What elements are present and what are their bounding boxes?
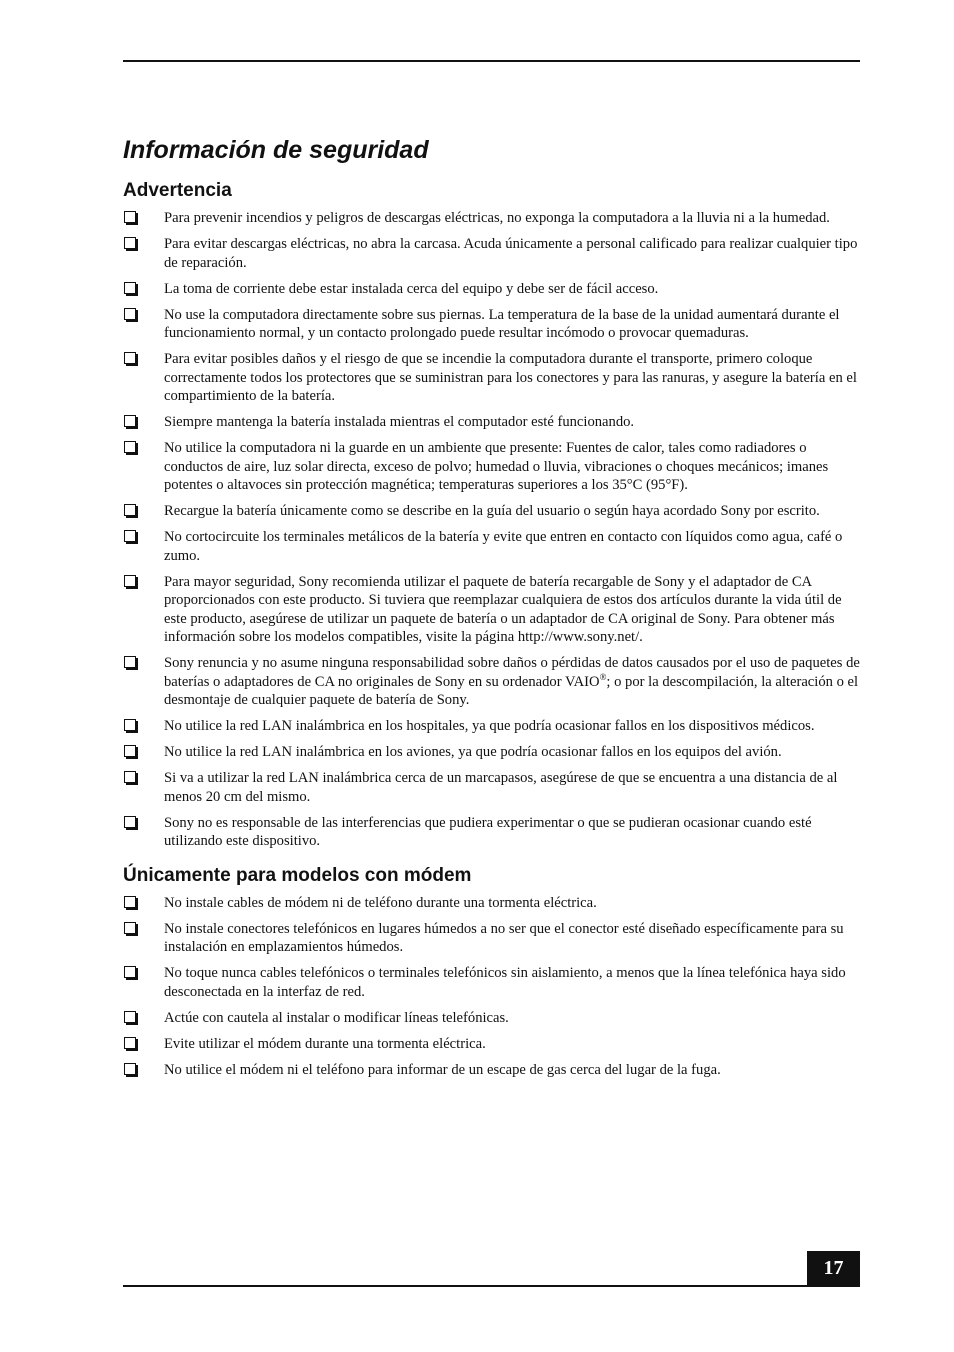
list-item: [123, 894, 860, 913]
checkbox-bullet-icon: [124, 352, 136, 364]
list-item-text: Siempre mantenga la batería instalada mientras el computador esté funcionando.: [164, 414, 635, 430]
list-item-text: No utilice la computadora ni la guarde en un ambiente que presente: Fuentes de calor, tales como radiadores o conductos de aire, luz solar directa, exceso de polvo; humedad o lluvia, vibraciones o choques mecánicos; imanes potentes o altavoces sin protección magnética; temperaturas superiores a los 35°C (95°F).: [164, 440, 829, 493]
checkbox-bullet-icon: [124, 1063, 136, 1075]
list-item: [123, 502, 860, 521]
list-item: [123, 573, 860, 647]
footer-rule: [123, 1285, 860, 1287]
list-item: [123, 306, 860, 343]
list-item: [123, 350, 860, 406]
checkbox-bullet-icon: [124, 211, 136, 223]
list-item-text: No instale conectores telefónicos en lugares húmedos a no ser que el conector esté diseñado específicamente para su instalación en emplazamientos húmedos.: [164, 920, 844, 955]
list-item: [123, 654, 860, 710]
list-item-text: No toque nunca cables telefónicos o terminales telefónicos sin aislamiento, a menos que la línea telefónica haya sido desconectada en la interfaz de red.: [164, 965, 846, 1000]
list-item-text: Actúe con cautela al instalar o modificar líneas telefónicas.: [164, 1009, 509, 1026]
checkbox-bullet-icon: [124, 1011, 136, 1023]
list-item: [123, 528, 860, 565]
list-item: [123, 209, 860, 228]
list-item-text: Sony no es responsable de las interferencias que pudiera experimentar o que se pudieran ocasionar cuando esté utilizando este dispositivo.: [164, 814, 812, 849]
list-item: [123, 717, 860, 736]
checkbox-bullet-icon: [124, 530, 136, 542]
list-item: [123, 439, 860, 495]
checkbox-bullet-icon: [124, 719, 136, 731]
list-item: [123, 280, 860, 299]
list-item-text: No use la computadora directamente sobre sus piernas. La temperatura de la base de la unidad aumentará durante el funcionamiento normal, y un contacto prolongado puede resultar incómodo o provocar quemaduras.: [164, 306, 840, 341]
checkbox-bullet-icon: [124, 415, 136, 427]
warning-list: [123, 209, 860, 851]
list-item-text: Para evitar posibles daños y el riesgo de que se incendie la computadora durante el transporte, primero coloque correctamente todos los protectores que se suministran para los conectores y para las ranuras, y asegure la batería en el compartimiento de la batería.: [164, 351, 857, 404]
list-item: [123, 1035, 860, 1054]
list-item-text: No utilice la red LAN inalámbrica en los hospitales, ya que podría ocasionar fallos en los dispositivos médicos.: [164, 718, 815, 734]
list-item-text: No utilice el módem ni el teléfono para informar de un escape de gas cerca del lugar de la fuga.: [164, 1061, 721, 1078]
checkbox-bullet-icon: [124, 237, 136, 249]
checkbox-bullet-icon: [124, 308, 136, 320]
list-item-text: [164, 655, 860, 708]
list-item: [123, 769, 860, 806]
section-heading-warning: Advertencia: [123, 180, 232, 201]
list-item: [123, 1009, 860, 1028]
page-title: Información de seguridad: [123, 136, 429, 164]
checkbox-bullet-icon: [124, 504, 136, 516]
page-number: 17: [807, 1251, 860, 1286]
list-item-text-part: Sony renuncia y no asume ninguna responsabilidad sobre daños o pérdidas de datos causados por el uso de paquetes de baterías o adaptadores de CA no originales de Sony en su ordenador VAIO: [164, 655, 860, 690]
list-item-text: No instale cables de módem ni de teléfono durante una tormenta eléctrica.: [164, 894, 597, 911]
header-rule: [123, 60, 860, 62]
list-item: [123, 964, 860, 1001]
list-item-text: Para prevenir incendios y peligros de descargas eléctricas, no exponga la computadora a la lluvia ni a la humedad.: [164, 210, 830, 226]
page-content: [123, 134, 860, 1087]
checkbox-bullet-icon: [124, 771, 136, 783]
list-item: [123, 235, 860, 272]
checkbox-bullet-icon: [124, 745, 136, 757]
checkbox-bullet-icon: [124, 282, 136, 294]
list-item-text: Para evitar descargas eléctricas, no abra la carcasa. Acuda únicamente a personal calificado para realizar cualquier tipo de reparación.: [164, 236, 858, 271]
checkbox-bullet-icon: [124, 1037, 136, 1049]
checkbox-bullet-icon: [124, 896, 136, 908]
list-item-text: No utilice la red LAN inalámbrica en los aviones, ya que podría ocasionar fallos en los equipos del avión.: [164, 744, 782, 760]
list-item-text-part: ; o por la descompilación, la alteración o el desmontaje de cualquier paquete de batería de Sony.: [164, 673, 859, 708]
list-item: [123, 920, 860, 957]
list-item-text: Evite utilizar el módem durante una tormenta eléctrica.: [164, 1035, 486, 1052]
list-item-text: Recargue la batería únicamente como se describe en la guía del usuario o según haya acordado Sony por escrito.: [164, 503, 820, 519]
list-item: [123, 743, 860, 762]
checkbox-bullet-icon: [124, 575, 136, 587]
section-heading-modem: Únicamente para modelos con módem: [123, 864, 472, 886]
list-item-text: La toma de corriente debe estar instalada cerca del equipo y debe ser de fácil acceso.: [164, 280, 659, 297]
list-item-text: No cortocircuite los terminales metálicos de la batería y evite que entren en contacto con líquidos como agua, café o zumo.: [164, 529, 843, 564]
modem-list: [123, 894, 860, 1080]
checkbox-bullet-icon: [124, 441, 136, 453]
list-item-text: Para mayor seguridad, Sony recomienda utilizar el paquete de batería recargable de Sony y el adaptador de CA proporcionados con este producto. Si tuviera que reemplazar cualquiera de estos dos artículos durante la vida útil de este producto, asegúrese de utilizar un paquete de batería o un adaptador de CA original de Sony. Para obtener más información sobre los modelos compatibles, visite la página http://www.sony.net/.: [164, 573, 842, 645]
list-item: [123, 814, 860, 851]
checkbox-bullet-icon: [124, 922, 136, 934]
list-item-text: Si va a utilizar la red LAN inalámbrica cerca de un marcapasos, asegúrese de que se encuentra a una distancia de al menos 20 cm del mismo.: [164, 770, 838, 805]
checkbox-bullet-icon: [124, 656, 136, 668]
checkbox-bullet-icon: [124, 816, 136, 828]
list-item: [123, 413, 860, 432]
registered-mark: ®: [599, 671, 607, 682]
checkbox-bullet-icon: [124, 966, 136, 978]
list-item: [123, 1061, 860, 1080]
